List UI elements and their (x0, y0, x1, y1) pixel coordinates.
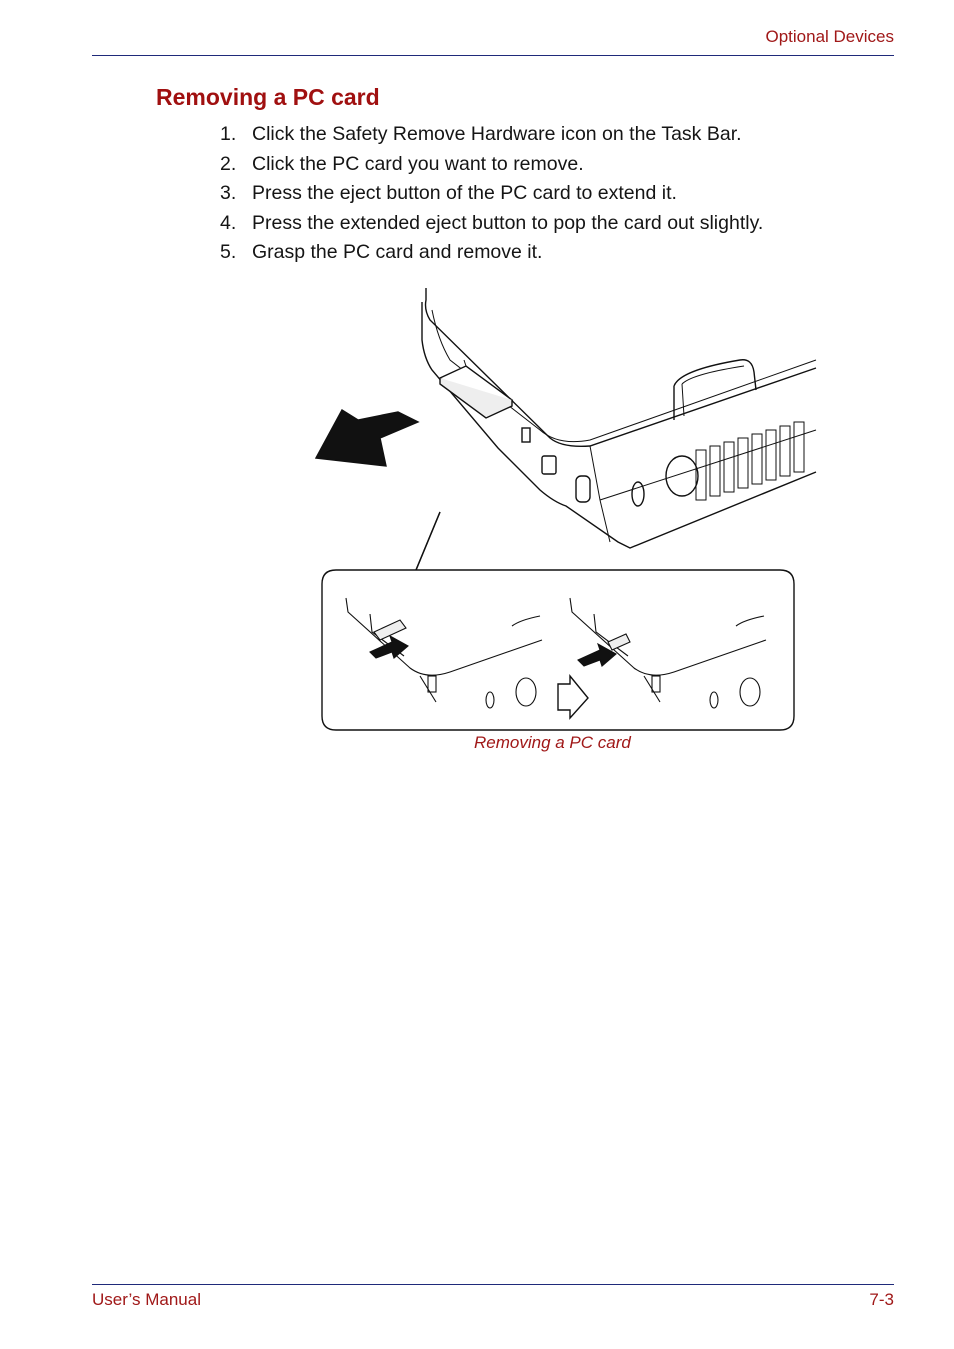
step-number: 5. (220, 241, 237, 264)
header-rule (92, 55, 894, 56)
pc-card-figure (300, 280, 820, 745)
list-item (220, 239, 763, 269)
steps-list (220, 121, 763, 269)
step-number: 1. (220, 123, 237, 145)
step-number: 4. (220, 211, 237, 234)
list-item (220, 210, 763, 240)
section-title: Removing a PC card (156, 84, 380, 110)
list-item (220, 121, 763, 151)
page-number: 7-3 (869, 1290, 894, 1309)
running-header: Optional Devices (765, 27, 894, 46)
list-item (220, 151, 763, 181)
footer-rule (92, 1284, 894, 1285)
step-text: Click the PC card you want to remove. (252, 152, 584, 175)
step-text: Press the extended eject button to pop the card out slightly. (252, 211, 764, 234)
step-text: Click the Safety Remove Hardware icon on the Task Bar. (252, 123, 742, 145)
figure-caption: Removing a PC card (474, 733, 631, 752)
step-text: Grasp the PC card and remove it. (252, 241, 543, 264)
list-item (220, 180, 763, 210)
step-text: Press the eject button of the PC card to extend it. (252, 182, 677, 205)
step-number: 3. (220, 182, 237, 205)
step-number: 2. (220, 152, 237, 175)
laptop-pc-card-illustration (300, 280, 820, 740)
footer-manual: User’s Manual (92, 1290, 201, 1309)
